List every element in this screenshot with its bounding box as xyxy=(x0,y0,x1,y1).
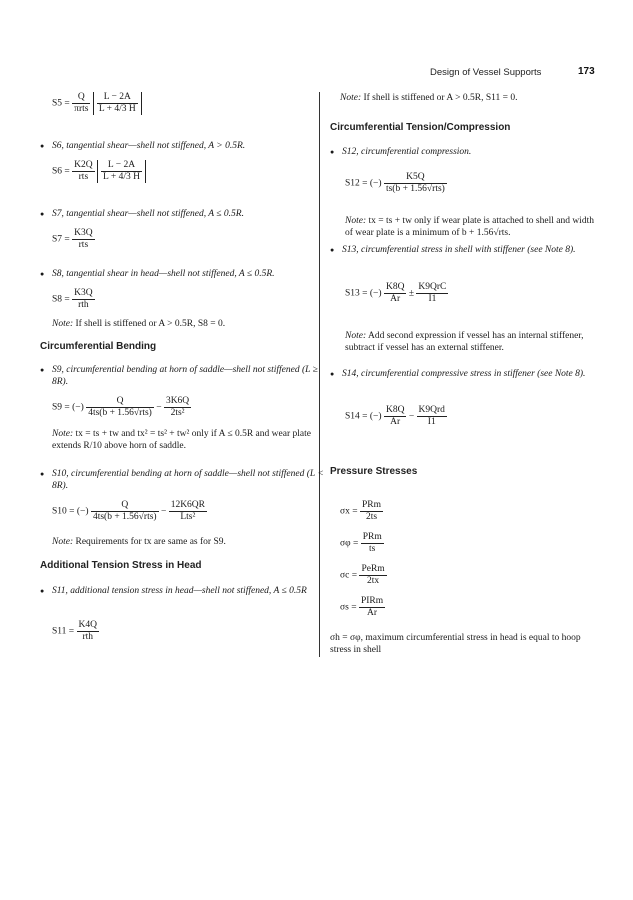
formula-sigma-c: σc = $\frac{\text{PeRm}}{2tx}$ xyxy=(340,564,385,586)
bullet-s14: ● S14, circumferential compressive stress in stiffener (see Note 8). xyxy=(330,368,607,380)
section-circumferential-tension: Circumferential Tension/Compression xyxy=(330,122,511,133)
formula-sigma-x: σx = $\frac{\text{PRm}}{2ts}$ xyxy=(340,500,381,522)
formula-s14: S14 = (−) $\frac{K8Q}{Ar}$ − $\frac{\text{K9Qrd}}{I1}$ xyxy=(345,405,445,427)
formula-s9: S9 = (−) $\frac{Q}{\text{4ts(b + 1.56√rts)}}$ − $\frac{3K6Q}{\text{2ts²}}$ xyxy=(52,396,190,418)
running-title: Design of Vessel Supports xyxy=(430,67,542,78)
section-pressure-stresses: Pressure Stresses xyxy=(330,466,418,477)
formula-s5: S5 = $\frac{Q}{\text{πrts}}$ $\frac{L - 2A}{L + 4/3 H}$ xyxy=(52,92,142,115)
bullet-s7: ● S7, tangential shear—shell not stiffened, A ≤ 0.5R. xyxy=(40,208,322,220)
bullet-s8: ● S8, tangential shear in head—shell not stiffened, A ≤ 0.5R. xyxy=(40,268,327,280)
bullet-s11: ● S11, additional tension stress in head—shell not stiffened, A ≤ 0.5R xyxy=(40,585,327,597)
bullet-s6: ● S6, tangential shear—shell not stiffened, A > 0.5R. xyxy=(40,140,322,152)
formula-sigma-s: σs = $\frac{\text{PIRm}}{Ar}$ xyxy=(340,596,384,618)
note-s8: Note: If shell is stiffened or A > 0.5R, S8 = 0. xyxy=(52,319,226,329)
formula-s11: S11 = $\frac{K4Q}{\text{rth}}$ xyxy=(52,620,98,642)
formula-s7: S7 = $\frac{K3Q}{\text{rts}}$ xyxy=(52,228,93,250)
note-s11: Note: If shell is stiffened or A > 0.5R, S11 = 0. xyxy=(340,93,518,103)
page-number: 173 xyxy=(578,66,595,77)
formula-s13: S13 = (−) $\frac{K8Q}{Ar}$ ± $\frac{\text{K9QrC}}{I1}$ xyxy=(345,282,447,304)
note-sigma-h: σh = σφ, maximum circumferential stress in head is equal to hoop stress in shell xyxy=(330,633,581,655)
formula-s12: S12 = (−) $\frac{K5Q}{\text{ts(b + 1.56√rts)}}$ xyxy=(345,172,445,194)
formula-s6: S6 = $\frac{K2Q}{\text{rts}}$ $\frac{L - 2A}{L + 4/3 H}$ xyxy=(52,160,146,183)
bullet-s12: ● S12, circumferential compression. xyxy=(330,146,607,158)
formula-s8: S8 = $\frac{K3Q}{\text{rth}}$ xyxy=(52,288,93,310)
page-header xyxy=(0,67,633,81)
bullet-s10: ● S10, circumferential bending at horn of saddle—shell not stiffened (L < 8R). xyxy=(40,468,327,492)
note-s13: Note: Add second expression if vessel has an internal stiffener, subtract if vessel has an external stiffener. xyxy=(345,331,584,353)
section-additional-tension: Additional Tension Stress in Head xyxy=(40,560,202,571)
note-s10: Note: Requirements for tx are same as for S9. xyxy=(52,537,226,547)
bullet-s13: ● S13, circumferential stress in shell with stiffener (see Note 8). xyxy=(330,244,607,256)
formula-s10: S10 = (−) $\frac{Q}{\text{4ts(b + 1.56√rts)}}$ − $\frac{12K6QR}{\text{Lts²}}$ xyxy=(52,500,205,522)
note-s9: Note: tx = ts + tw and tx² = ts² + tw² only if A ≤ 0.5R and wear plate extends R/10 above horn of saddle. xyxy=(52,429,311,451)
bullet-s9: ● S9, circumferential bending at horn of saddle—shell not stiffened (L ≥ 8R). xyxy=(40,364,327,388)
formula-sigma-phi: σφ = $\frac{\text{PRm}}{ts}$ xyxy=(340,532,382,554)
section-circumferential-bending: Circumferential Bending xyxy=(40,341,157,352)
note-s12: Note: tx = ts + tw only if wear plate is attached to shell and width of wear plate is a minimum of b + 1.56√rts. xyxy=(345,216,594,238)
